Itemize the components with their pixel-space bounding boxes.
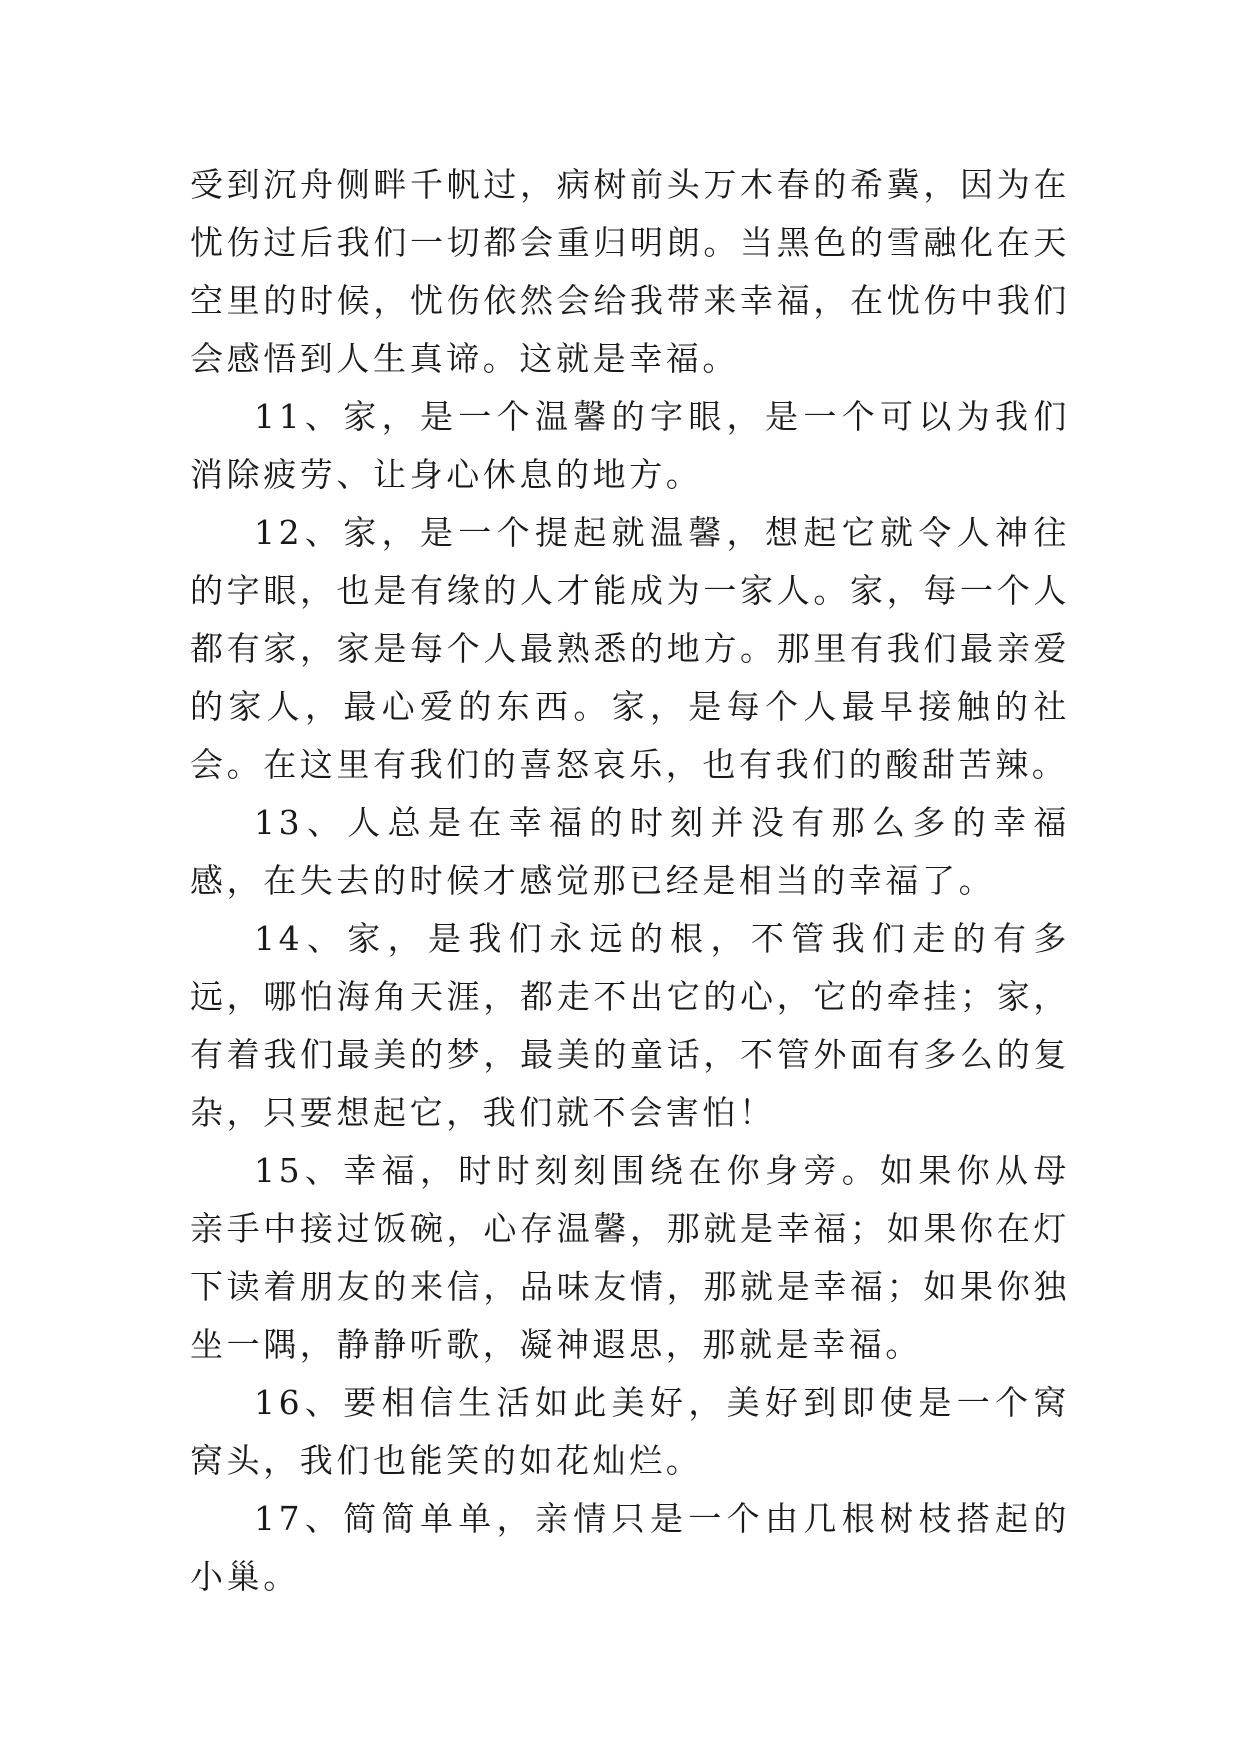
paragraph-15: 15、幸福，时时刻刻围绕在你身旁。如果你从母亲手中接过饭碗，心存温馨，那就是幸福；如果你在灯下读着朋友的来信，品味友情，那就是幸福；如果你独坐一隅，静静听歌，凝神遐思，那就是幸福。 xyxy=(190,1151,1070,1364)
paragraph-17: 17、简简单单，亲情只是一个由几根树枝搭起的小巢。 xyxy=(190,1499,1070,1596)
paragraph-12: 12、家，是一个提起就温馨，想起它就令人神往的字眼，也是有缘的人才能成为一家人。家，每一个人都有家，家是每个人最熟悉的地方。那里有我们最亲爱的家人，最心爱的东西。家，是每个人最早接触的社会。在这里有我们的喜怒哀乐，也有我们的酸甜苦辣。 xyxy=(190,513,1070,784)
document-body xyxy=(190,156,1070,1606)
paragraph-14: 14、家，是我们永远的根，不管我们走的有多远，哪怕海角天涯，都走不出它的心，它的牵挂；家，有着我们最美的梦，最美的童话，不管外面有多么的复杂，只要想起它，我们就不会害怕！ xyxy=(190,919,1070,1132)
paragraph-11: 11、家，是一个温馨的字眼，是一个可以为我们消除疲劳、让身心休息的地方。 xyxy=(190,397,1070,494)
paragraph-13: 13、人总是在幸福的时刻并没有那么多的幸福感，在失去的时候才感觉那已经是相当的幸福了。 xyxy=(190,803,1070,900)
paragraph-16: 16、要相信生活如此美好，美好到即使是一个窝窝头，我们也能笑的如花灿烂。 xyxy=(190,1383,1070,1480)
paragraph-continuation: 受到沉舟侧畔千帆过，病树前头万木春的希冀，因为在忧伤过后我们一切都会重归明朗。当黑色的雪融化在天空里的时候，忧伤依然会给我带来幸福，在忧伤中我们会感悟到人生真谛。这就是幸福。 xyxy=(190,165,1070,378)
